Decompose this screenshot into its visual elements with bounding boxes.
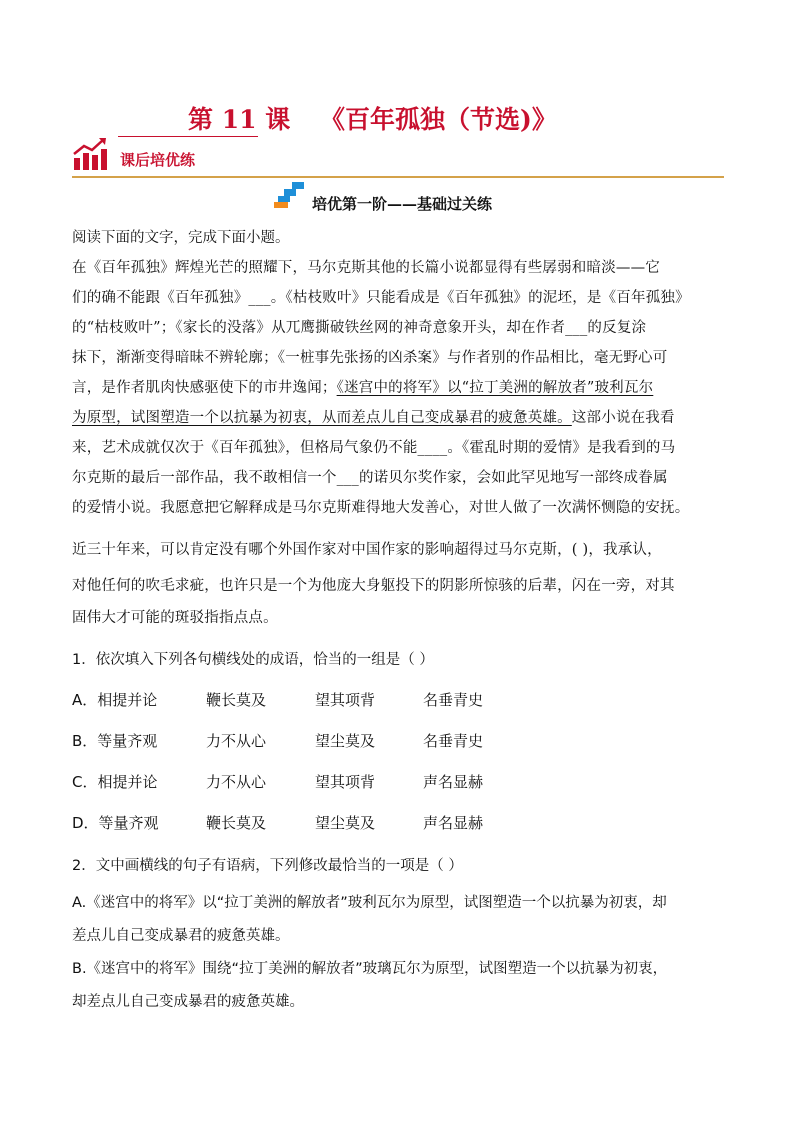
option-a-line[interactable]: A.《迷宫中的将军》以“拉丁美洲的解放者”玻利瓦尔为原型，试图塑造一个以抗暴为初衷，却 xyxy=(72,895,667,911)
lesson-name: 《百年孤独（节选)》 xyxy=(320,105,557,134)
passage-line: 们的确不能跟《百年孤独》___。《枯枝败叶》只能看成是《百年孤独》的泥坯，是《百年孤独》 xyxy=(72,290,690,306)
passage-line: 的“枯枝败叶”；《家长的没落》从兀鹰撕破铁丝网的神奇意象开头，却在作者___的反复涂 xyxy=(72,320,647,336)
passage-line: 来，艺术成就仅次于《百年孤独》，但格局气象仍不能____。《霍乱时期的爱情》是我看到的马 xyxy=(72,440,676,456)
option-a-line[interactable]: 差点儿自己变成暴君的疲惫英雄。 xyxy=(72,928,290,944)
stage-label: 培优第一阶——基础过关练 xyxy=(312,195,493,213)
question-2-stem: 2．文中画横线的句子有语病，下列修改最恰当的一项是（ ） xyxy=(72,858,463,874)
section-top-line xyxy=(118,136,258,137)
section-divider xyxy=(72,176,724,178)
question-1-stem: 1．依次填入下列各句横线处的成语，恰当的一组是（ ） xyxy=(72,652,434,668)
passage-line xyxy=(72,378,724,398)
lesson-number: 第 11 课 xyxy=(188,105,291,134)
option-b-line[interactable]: B.《迷宫中的将军》围绕“拉丁美洲的解放者”玻璃瓦尔为原型，试图塑造一个以抗暴为初衷， xyxy=(72,961,668,977)
passage-line: 近三十年来，可以肯定没有哪个外国作家对中国作家的影响超得过马尔克斯，( )，我承认， xyxy=(72,542,662,558)
passage-line: 的爱情小说。我愿意把它解释成是马尔克斯难得地大发善心，对世人做了一次满怀恻隐的安抚。 xyxy=(72,500,690,516)
passage-text: 这部小说在我看 xyxy=(571,410,675,426)
option-d[interactable]: D．等量齐观 鞭长莫及 望尘莫及 声名显赫 xyxy=(72,814,484,832)
passage-line: 在《百年孤独》辉煌光芒的照耀下，马尔克斯其他的长篇小说都显得有些孱弱和暗淡——它 xyxy=(72,260,660,276)
option-a[interactable]: A．相提并论 鞭长莫及 望其项背 名垂青史 xyxy=(72,691,484,709)
stairs-icon xyxy=(274,182,304,208)
passage-line: 抹下，渐渐变得暗昧不辨轮廓；《一桩事先张扬的凶杀案》与作者别的作品相比，毫无野心可 xyxy=(72,350,668,366)
option-b[interactable]: B．等量齐观 力不从心 望尘莫及 名垂青史 xyxy=(72,732,484,750)
option-b-line[interactable]: 却差点儿自己变成暴君的疲惫英雄。 xyxy=(72,994,304,1010)
section-label: 课后培优练 xyxy=(120,151,196,169)
underlined-sentence: 《迷宫中的将军》以“拉丁美洲的解放者”玻利瓦尔 xyxy=(336,380,654,396)
passage-line: 尔克斯的最后一部作品，我不敢相信一个___的诺贝尔奖作家，会如此罕见地写一部终成眷属 xyxy=(72,470,668,486)
passage-text: 言，是作者肌肉快感驱使下的市井逸闻； xyxy=(72,380,337,396)
bar-chart-arrow-icon xyxy=(72,136,108,172)
option-c[interactable]: C．相提并论 力不从心 望其项背 声名显赫 xyxy=(72,773,484,791)
underlined-sentence: 为原型，试图塑造一个以抗暴为初衷，从而差点儿自己变成暴君的疲惫英雄。 xyxy=(72,410,572,426)
passage-line: 固伟大才可能的斑驳指指点点。 xyxy=(72,610,278,626)
section-header xyxy=(72,136,724,180)
stage-header xyxy=(274,182,574,212)
instruction-text: 阅读下面的文字，完成下面小题。 xyxy=(72,230,290,246)
passage-line: 对他任何的吹毛求疵，也许只是一个为他庞大身躯投下的阴影所惊骇的后辈，闪在一旁，对其 xyxy=(72,578,675,594)
passage-line xyxy=(72,408,724,428)
lesson-title xyxy=(0,100,794,140)
